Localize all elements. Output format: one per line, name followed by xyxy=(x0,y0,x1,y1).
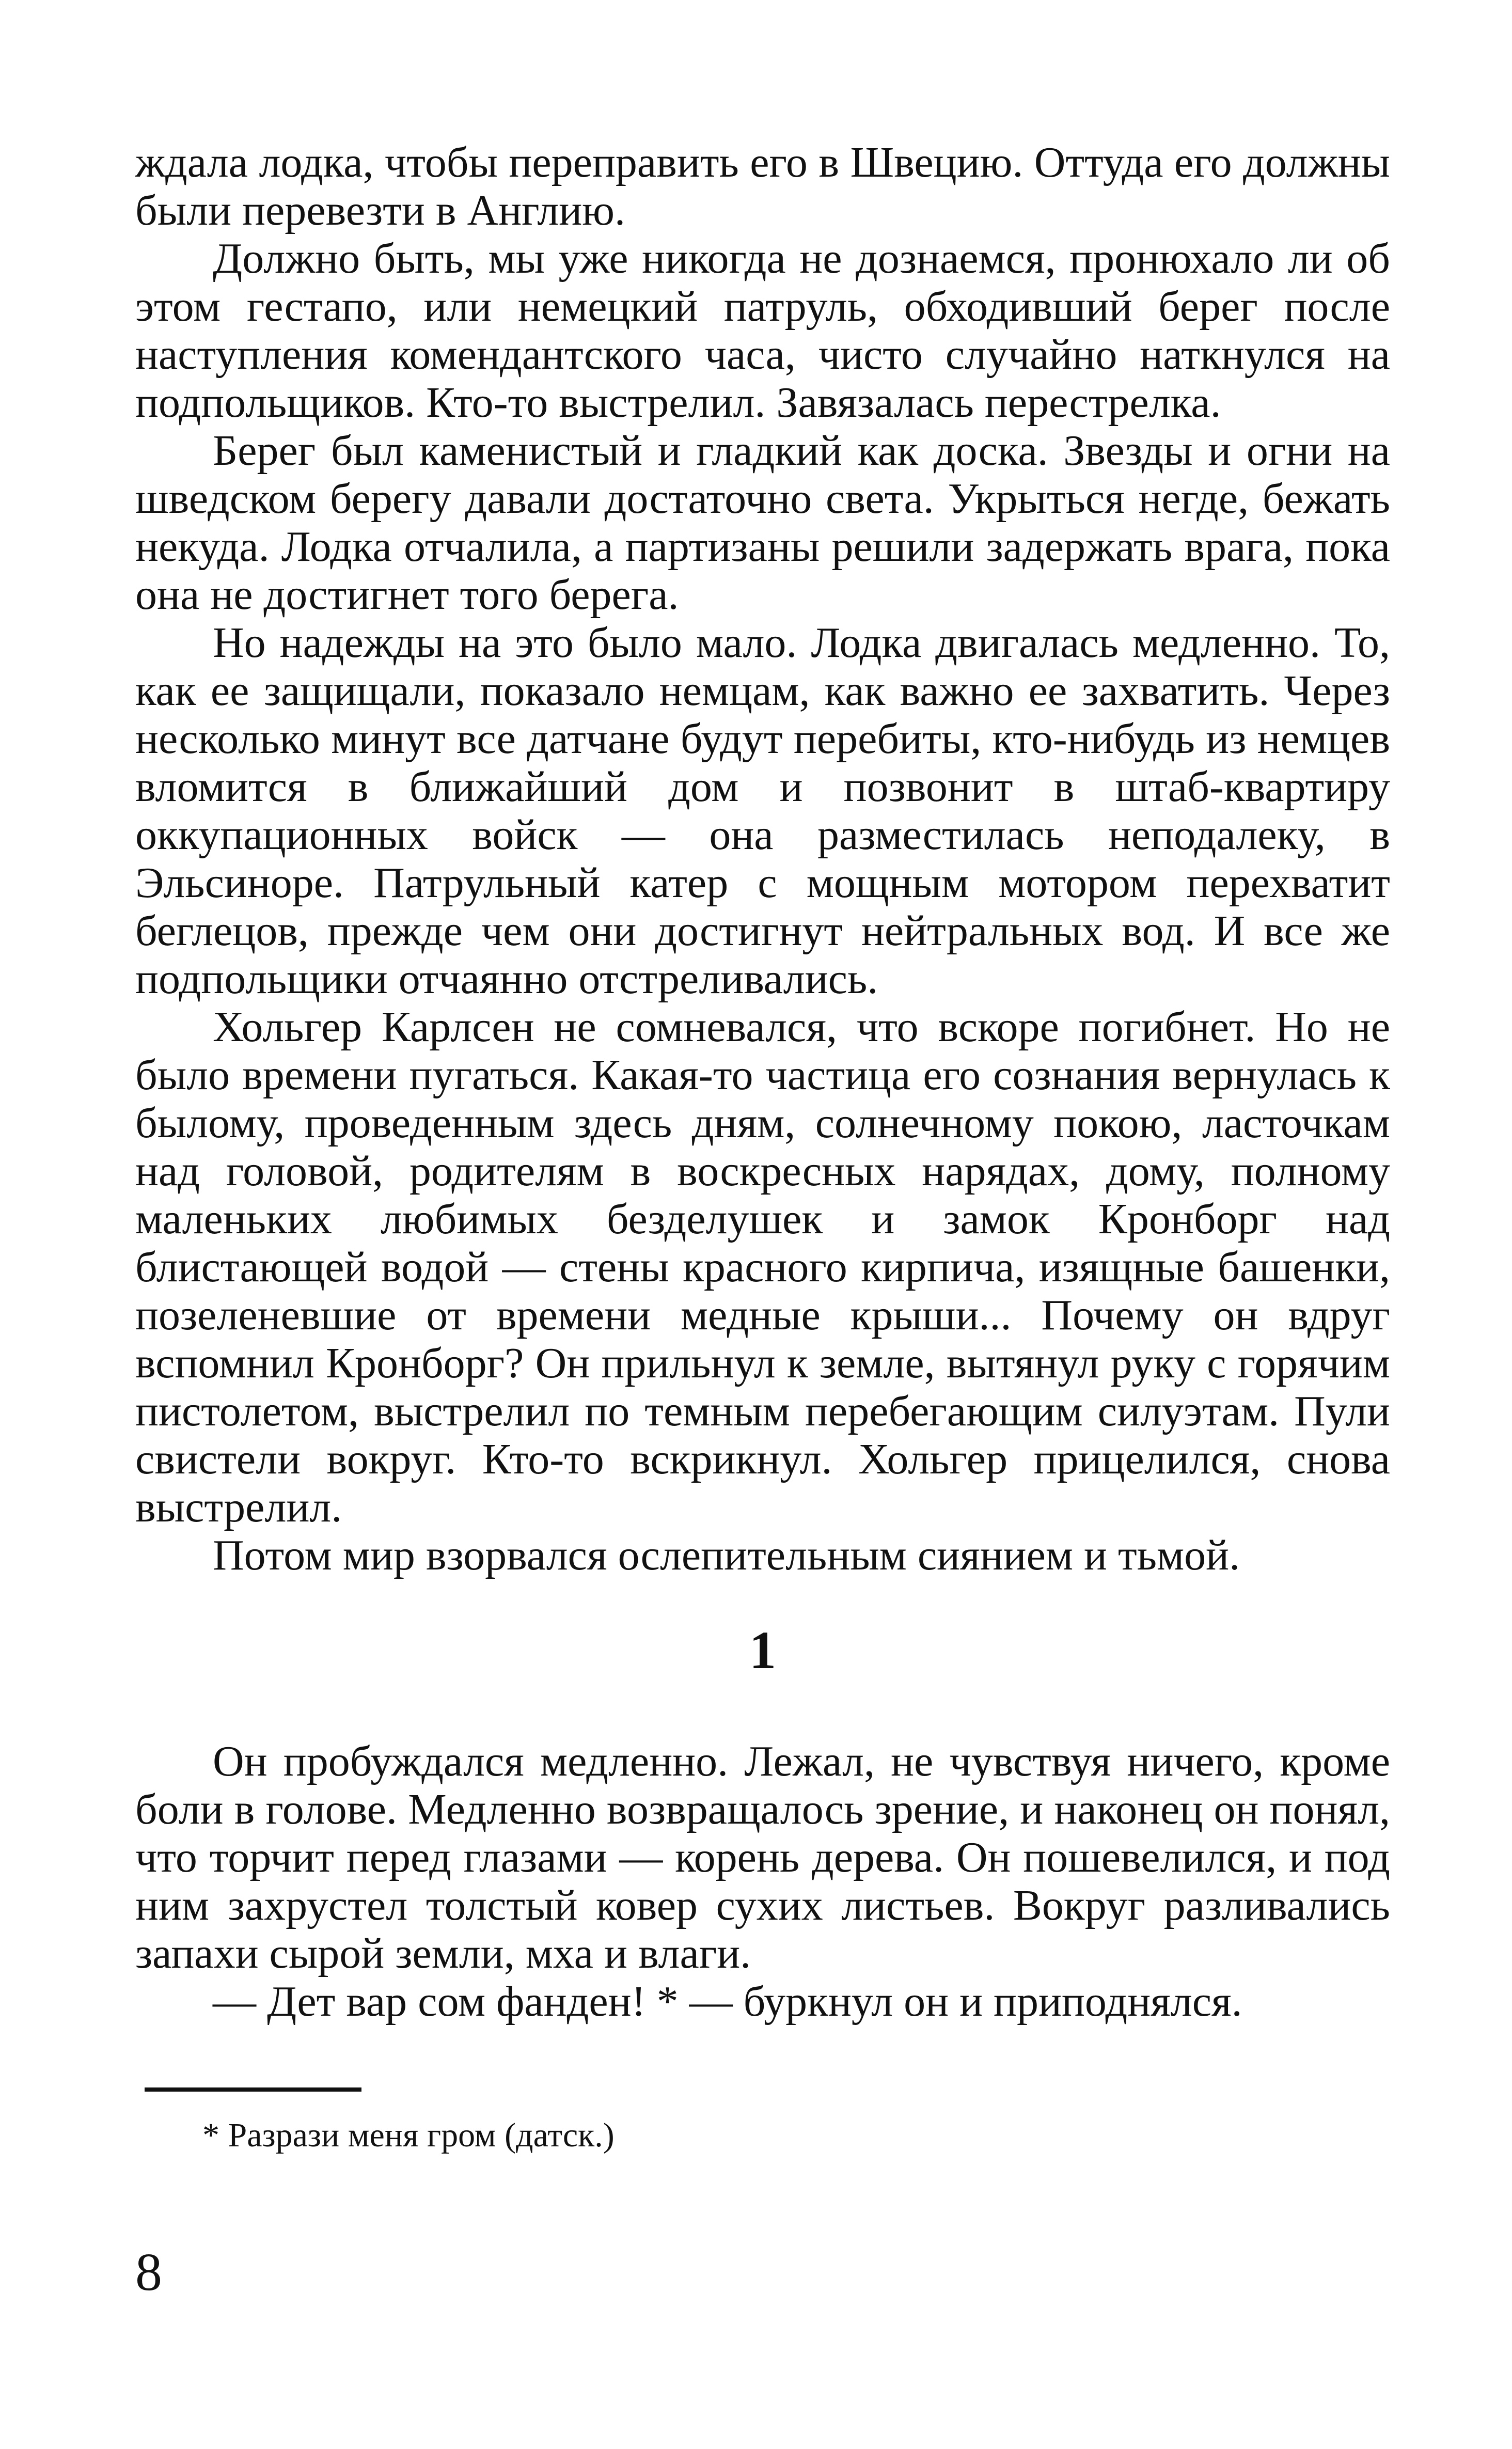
paragraph-gestapo: Должно быть, мы уже никогда не дознаемся, пронюхало ли об этом гестапо, или немецкий патруль, обходивший берег после наступления комендантского часа, чисто случайно наткнулся на подпольщиков. Кто-то выстрелил. Завязалась перестрелка. xyxy=(135,234,1390,427)
paragraph-holger: Хольгер Карлсен не сомневался, что вскоре погибнет. Но не было времени пугаться. Какая-то частица его сознания вернулась к былому, проведенным здесь дням, солнечному покою, ласточкам над головой, родителям в воскресных нарядах, дому, полному маленьких любимых безделушек и замок Кронборг над блистающей водой — стены красного кирпича, изящные башенки, позеленевшие от времени медные крыши... Почему он вдруг вспомнил Кронборг? Он прильнул к земле, вытянул руку с горячим пистолетом, выстрелил по темным перебегающим силуэтам. Пули свистели вокруг. Кто-то вскрикнул. Хольгер прицелился, снова выстрелил. xyxy=(135,1003,1390,1531)
paragraph-boat: Но надежды на это было мало. Лодка двигалась медленно. То, как ее защищали, показало немцам, как важно ее захватить. Через несколько минут все датчане будут перебиты, кто-нибудь из немцев вломится в ближайший дом и позвонит в штаб-квартиру оккупационных войск — она разместилась неподалеку, в Эльсиноре. Патрульный катер с мощным мотором перехватит беглецов, прежде чем они достигнут нейтральных вод. И все же подпольщики отчаянно отстреливались. xyxy=(135,619,1390,1003)
chapter-number: 1 xyxy=(749,1621,776,1680)
page-number: 8 xyxy=(135,2242,162,2302)
paragraph-shore: Берег был каменистый и гладкий как доска. Звезды и огни на шведском берегу давали достаточно света. Укрыться негде, бежать некуда. Лодка отчалила, а партизаны решили задержать врага, пока она не достигнет того берега. xyxy=(135,427,1390,619)
paragraph-explosion: Потом мир взорвался ослепительным сиянием и тьмой. xyxy=(213,1531,1240,1579)
footnote: * Разрази меня гром (датск.) xyxy=(202,2116,615,2154)
paragraph-dialogue: — Дет вар сом фанден! * — буркнул он и приподнялся. xyxy=(213,1977,1242,2026)
book-page xyxy=(135,138,1390,2157)
paragraph-continued: ждала лодка, чтобы переправить его в Швецию. Оттуда его должны были перевезти в Англию. xyxy=(135,138,1390,234)
footnote-divider xyxy=(145,2087,361,2092)
paragraph-awakening: Он пробуждался медленно. Лежал, не чувствуя ничего, кроме боли в голове. Медленно возвращалось зрение, и наконец он понял, что торчит перед глазами — корень дерева. Он пошевелился, и под ним захрустел толстый ковер сухих листьев. Вокруг разливались запахи сырой земли, мха и влаги. xyxy=(135,1737,1390,1977)
